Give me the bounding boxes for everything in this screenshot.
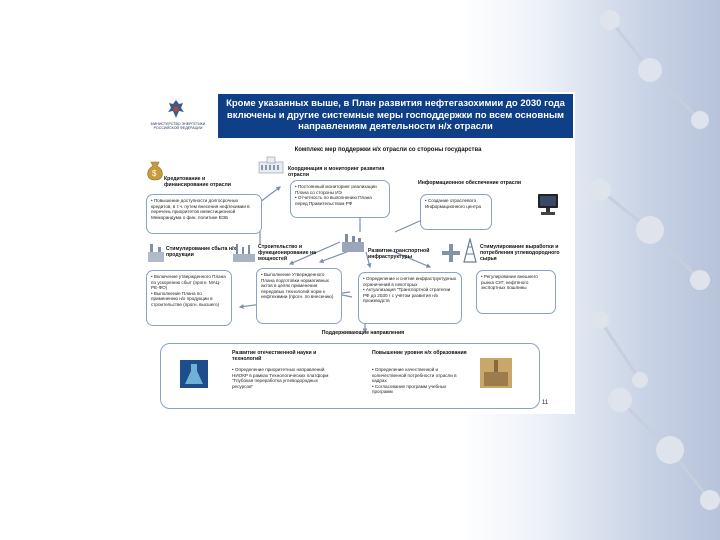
page-number: 11	[542, 400, 549, 406]
sales-box: • Включение утвержденного Плана по ускорению сбыт (прогн. МАЦ-РЕ-ФО) • Выполнение Плана по применению н/х продукции в строительстве (прогн. высшего)	[146, 270, 232, 326]
svg-text:$: $	[152, 169, 157, 178]
information-label: Информационное обеспечение отрасли	[418, 180, 522, 186]
lab-flask-icon	[180, 360, 208, 388]
pipeline-icon	[440, 242, 462, 264]
university-building-icon	[480, 358, 512, 388]
government-building-icon	[258, 156, 284, 174]
education-label: Повышение уровня н/х образования	[372, 350, 467, 356]
credit-label: Кредитование и финансирование отрасли	[164, 176, 231, 188]
subtitle: Комплекс мер поддержки н/х отрасли со стороны государства	[294, 147, 482, 153]
education-box: • Определение качественной и количественной потребности отрасли в кадрах • Согласование программ учебных программ	[368, 364, 472, 404]
technical-box: • Выполнение Утвержденного Плана подготовки нормативных актов в целях применения передовых технологий норм к нефтехимии (прогн. по внесению)	[256, 268, 342, 324]
logo-text: МИНИСТЕРСТВО ЭНЕРГЕТИКИ РОССИЙСКОЙ ФЕДЕРАЦИИ	[150, 122, 206, 130]
slide	[140, 92, 575, 414]
information-box: • Создание отраслевого Информационного центра	[420, 194, 492, 230]
technical-label: Строительство и функционирование на мощностей	[258, 244, 316, 262]
industrial-plant-icon	[340, 232, 366, 254]
industrial-plant-icon	[232, 242, 256, 264]
coordination-label: Координация и мониторинг развития отрасли	[288, 166, 385, 178]
credit-box: • Повышение доступности долгосрочных кредитов, в т.ч. путем внесения нефтехимии в перечень приоритетов инвестиционной Меморандума о фин. политике ВЭБ	[146, 194, 262, 234]
slide-title: Кроме указанных выше, в План развития нефтегазохимии до 2030 года включены и другие системные меры господдержки по всем основным направлениям деятельности н/х отрасли	[218, 94, 573, 138]
raw-label: Стимулирование выработки и потребления углеводородного сырья	[480, 244, 560, 262]
oil-rig-icon	[462, 238, 478, 264]
sales-label: Стимулирование сбыта н/х продукции	[166, 246, 237, 258]
computer-monitor-icon	[536, 192, 560, 218]
transport-label: Развитие транспортной инфраструктуры	[368, 248, 430, 260]
factory-icon	[146, 242, 166, 264]
science-label: Развитие отечественной науки и технологий	[232, 350, 317, 362]
coordination-box: • Постоянный мониторинг реализации Плана со стороны ИЭ • Отчетность по выполнению Плана перед Правительством РФ	[290, 180, 390, 218]
transport-box: • Определение и снятие инфраструктурных ограничений в некоторых • Актуализация "Транспортной стратегии РФ до 2030 г с учётом развития н/х производств	[358, 272, 462, 324]
money-bag-icon	[144, 156, 166, 182]
science-box: • Определение приоритетных направлений НИОКР в рамках Технологических платформ "Глубокая переработка углеводородных ресурсов"	[228, 364, 336, 404]
directions-label: Поддерживающие направления	[321, 330, 405, 336]
raw-box: • Регулирование внешнего рынка СУГ, нефтяного экспортных пошлины	[476, 270, 556, 314]
